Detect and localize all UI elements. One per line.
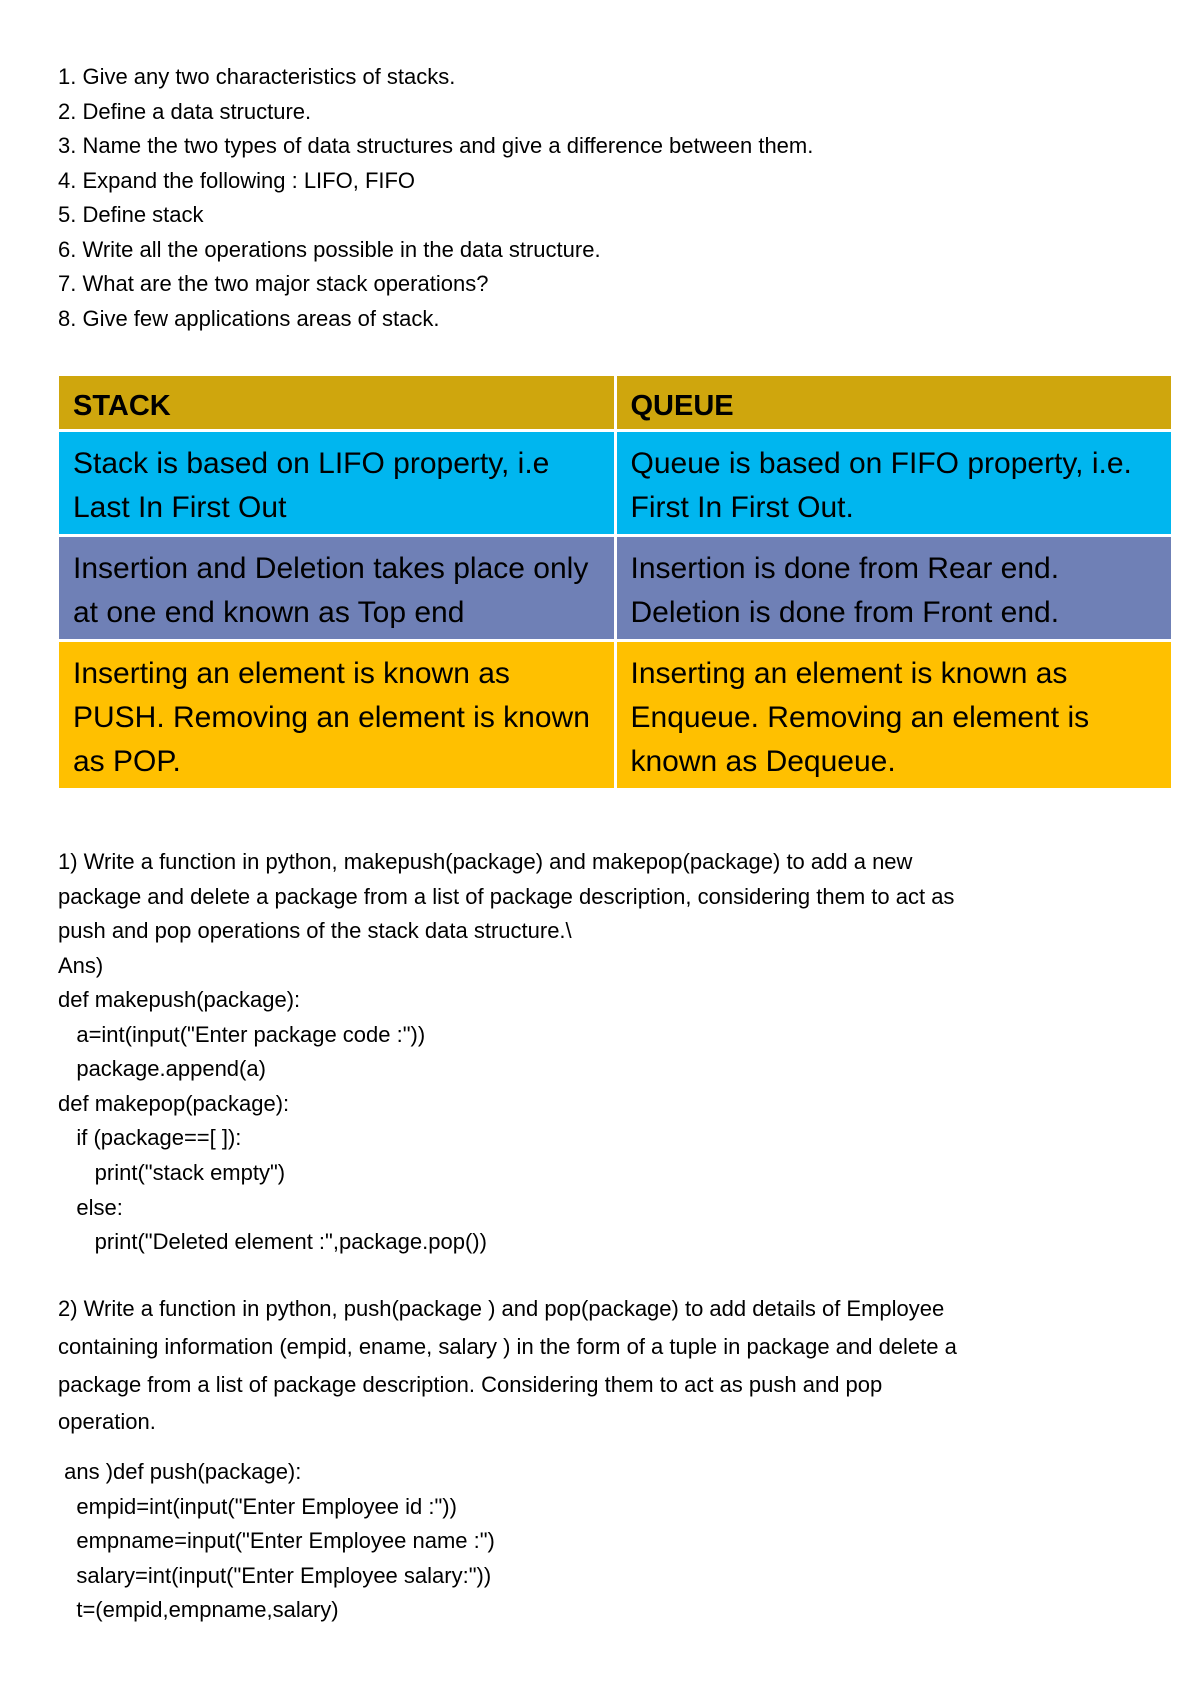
code-line: print("Deleted element :",package.pop()) (58, 1229, 487, 1255)
code-line: def makepop(package): (58, 1090, 290, 1116)
question-item: 6. Write all the operations possible in the data structure. (58, 236, 601, 262)
question-item: 8. Give few applications areas of stack. (58, 305, 440, 331)
answer-1-code (58, 949, 954, 1260)
code-line: package.append(a) (58, 1056, 266, 1082)
code-line: def makepush(package): (58, 987, 301, 1013)
code-line: else: (58, 1194, 123, 1220)
table-cell: Inserting an element is known as Enqueue. Removing an element is known as Dequeue. (617, 642, 1172, 788)
question-line: 1) Write a function in python, makepush(package) and makepop(package) to add a new (58, 849, 913, 874)
code-line: if (package==[ ]): (58, 1125, 242, 1151)
header-stack: STACK (59, 376, 614, 429)
code-line: empid=int(input("Enter Employee id :")) (58, 1493, 457, 1519)
question-2-block (58, 1290, 957, 1441)
question-line: package and delete a package from a list of package description, considering them to act as (58, 883, 955, 909)
code-line: t=(empid,empname,salary) (58, 1597, 339, 1623)
question-list (58, 60, 813, 336)
table-cell: Insertion is done from Rear end. Deletion is done from Front end. (617, 537, 1172, 639)
table-row (59, 537, 1171, 639)
code-line: empname=input("Enter Employee name :") (58, 1528, 495, 1554)
question-line: containing information (empid, ename, salary ) in the form of a tuple in package and delete a (58, 1333, 957, 1359)
code-line: salary=int(input("Enter Employee salary:")) (58, 1562, 492, 1588)
table-cell: Inserting an element is known as PUSH. Removing an element is known as POP. (59, 642, 614, 788)
code-line: print("stack empty") (58, 1160, 286, 1186)
table-row (59, 642, 1171, 788)
question-2-text (58, 1290, 957, 1441)
table-cell: Stack is based on LIFO property, i.e Last In First Out (59, 432, 614, 534)
question-line: package from a list of package description. Considering them to act as push and pop (58, 1371, 883, 1397)
question-line: push and pop operations of the stack data structure.\ (58, 918, 572, 943)
question-item: 7. What are the two major stack operations? (58, 271, 489, 296)
question-item: 1. Give any two characteristics of stacks. (58, 64, 456, 89)
table-cell: Queue is based on FIFO property, i.e. First In First Out. (617, 432, 1172, 534)
code-line: ans )def push(package): (58, 1459, 302, 1484)
table-cell: Insertion and Deletion takes place only at one end known as Top end (59, 537, 614, 639)
code-line: a=int(input("Enter package code :")) (58, 1021, 426, 1047)
stack-queue-comparison-table (56, 373, 1174, 791)
code-line: Ans) (58, 952, 104, 978)
question-item: 3. Name the two types of data structures and give a difference between them. (58, 133, 814, 158)
question-line: operation. (58, 1409, 156, 1435)
answer-2-code (58, 1455, 495, 1628)
header-queue: QUEUE (617, 376, 1172, 429)
question-item: 5. Define stack (58, 202, 204, 227)
question-item: 2. Define a data structure. (58, 98, 312, 124)
question-line: 2) Write a function in python, push(package ) and pop(package) to add details of Employee (58, 1296, 945, 1321)
question-item: 4. Expand the following : LIFO, FIFO (58, 167, 416, 193)
table-row (59, 432, 1171, 534)
question-1-block (58, 845, 954, 1260)
question-1-text (58, 845, 954, 949)
table-header-row (59, 376, 1171, 429)
